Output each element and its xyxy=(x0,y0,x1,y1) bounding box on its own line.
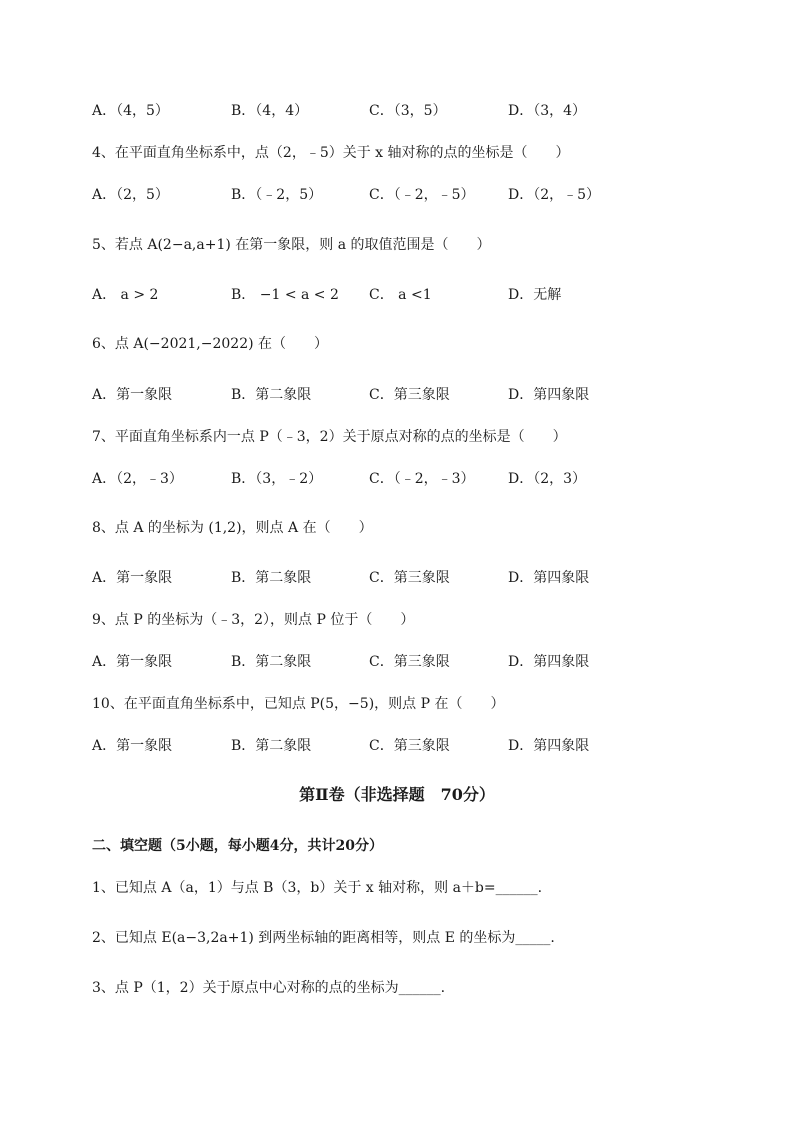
option-d: D．无解 xyxy=(508,287,562,303)
option-b: B．第二象限 xyxy=(231,570,312,586)
option-a: A．（2，5） xyxy=(92,187,169,203)
q3-options xyxy=(92,100,712,120)
question-9-stem: 9、点 P 的坐标为（﹣3，2），则点 P 位于（ ） xyxy=(92,612,415,628)
fill-in-question-1: 1、已知点 A（a，1）与点 B（3，b）关于 x 轴对称，则 a＋b=______. xyxy=(92,880,543,896)
question-9-options xyxy=(92,651,712,671)
question-6-stem: 6、点 A(−2021,−2022) 在（ ） xyxy=(92,336,329,352)
option-c: C．第三象限 xyxy=(369,738,450,754)
option-d: D．第四象限 xyxy=(508,387,590,403)
option-c: C． a <1 xyxy=(369,287,432,303)
option-d: D．（2，﹣5） xyxy=(508,187,601,203)
option-a: A．（4，5） xyxy=(92,103,169,119)
question-10-stem: 10、在平面直角坐标系中，已知点 P(5，−5)，则点 P 在（ ） xyxy=(92,696,505,712)
question-8-stem: 8、点 A 的坐标为 (1,2)，则点 A 在（ ） xyxy=(92,520,373,536)
option-b: B．（4，4） xyxy=(231,103,309,119)
option-b: B．第二象限 xyxy=(231,387,312,403)
option-b: B． −1 < a < 2 xyxy=(231,287,339,303)
option-c: C．（3，5） xyxy=(369,103,447,119)
question-5-options xyxy=(92,284,712,304)
option-d: D．（2，3） xyxy=(508,471,587,487)
option-a: A． a > 2 xyxy=(92,287,159,303)
option-a: A．第一象限 xyxy=(92,738,173,754)
fill-in-question-3: 3、点 P（1，2）关于原点中心对称的点的坐标为______. xyxy=(92,980,446,996)
option-b: B．（﹣2，5） xyxy=(231,187,323,203)
option-a: A．第一象限 xyxy=(92,387,173,403)
option-c: C．第三象限 xyxy=(369,570,450,586)
option-a: A．第一象限 xyxy=(92,654,173,670)
option-d: D．第四象限 xyxy=(508,570,590,586)
option-d: D．第四象限 xyxy=(508,738,590,754)
option-b: B．（3，﹣2） xyxy=(231,471,323,487)
option-d: D．第四象限 xyxy=(508,654,590,670)
option-c: C．第三象限 xyxy=(369,387,450,403)
fill-in-question-2: 2、已知点 E(a−3,2a+1) 到两坐标轴的距离相等，则点 E 的坐标为_____. xyxy=(92,930,555,946)
option-c: C．（﹣2，﹣3） xyxy=(369,471,475,487)
option-b: B．第二象限 xyxy=(231,738,312,754)
question-4-stem: 4、在平面直角坐标系中，点（2，﹣5）关于 x 轴对称的点的坐标是（ ） xyxy=(92,145,570,161)
option-c: C．（﹣2，﹣5） xyxy=(369,187,475,203)
section-title: 第Ⅱ卷（非选择题 70分） xyxy=(299,785,495,804)
option-c: C．第三象限 xyxy=(369,654,450,670)
question-10-options xyxy=(92,735,712,755)
question-6-options xyxy=(92,384,712,404)
option-a: A．（2，﹣3） xyxy=(92,471,183,487)
option-d: D．（3，4） xyxy=(508,103,587,119)
option-a: A．第一象限 xyxy=(92,570,173,586)
option-b: B．第二象限 xyxy=(231,654,312,670)
question-5-stem: 5、若点 A(2−a,a+1) 在第一象限，则 a 的取值范围是（ ） xyxy=(92,237,491,253)
part-two-heading: 二、填空题（5小题，每小题4分，共计20分） xyxy=(92,838,383,854)
question-8-options xyxy=(92,567,712,587)
question-4-options xyxy=(92,184,712,204)
question-7-options xyxy=(92,468,712,488)
question-7-stem: 7、平面直角坐标系内一点 P（﹣3，2）关于原点对称的点的坐标是（ ） xyxy=(92,429,567,445)
